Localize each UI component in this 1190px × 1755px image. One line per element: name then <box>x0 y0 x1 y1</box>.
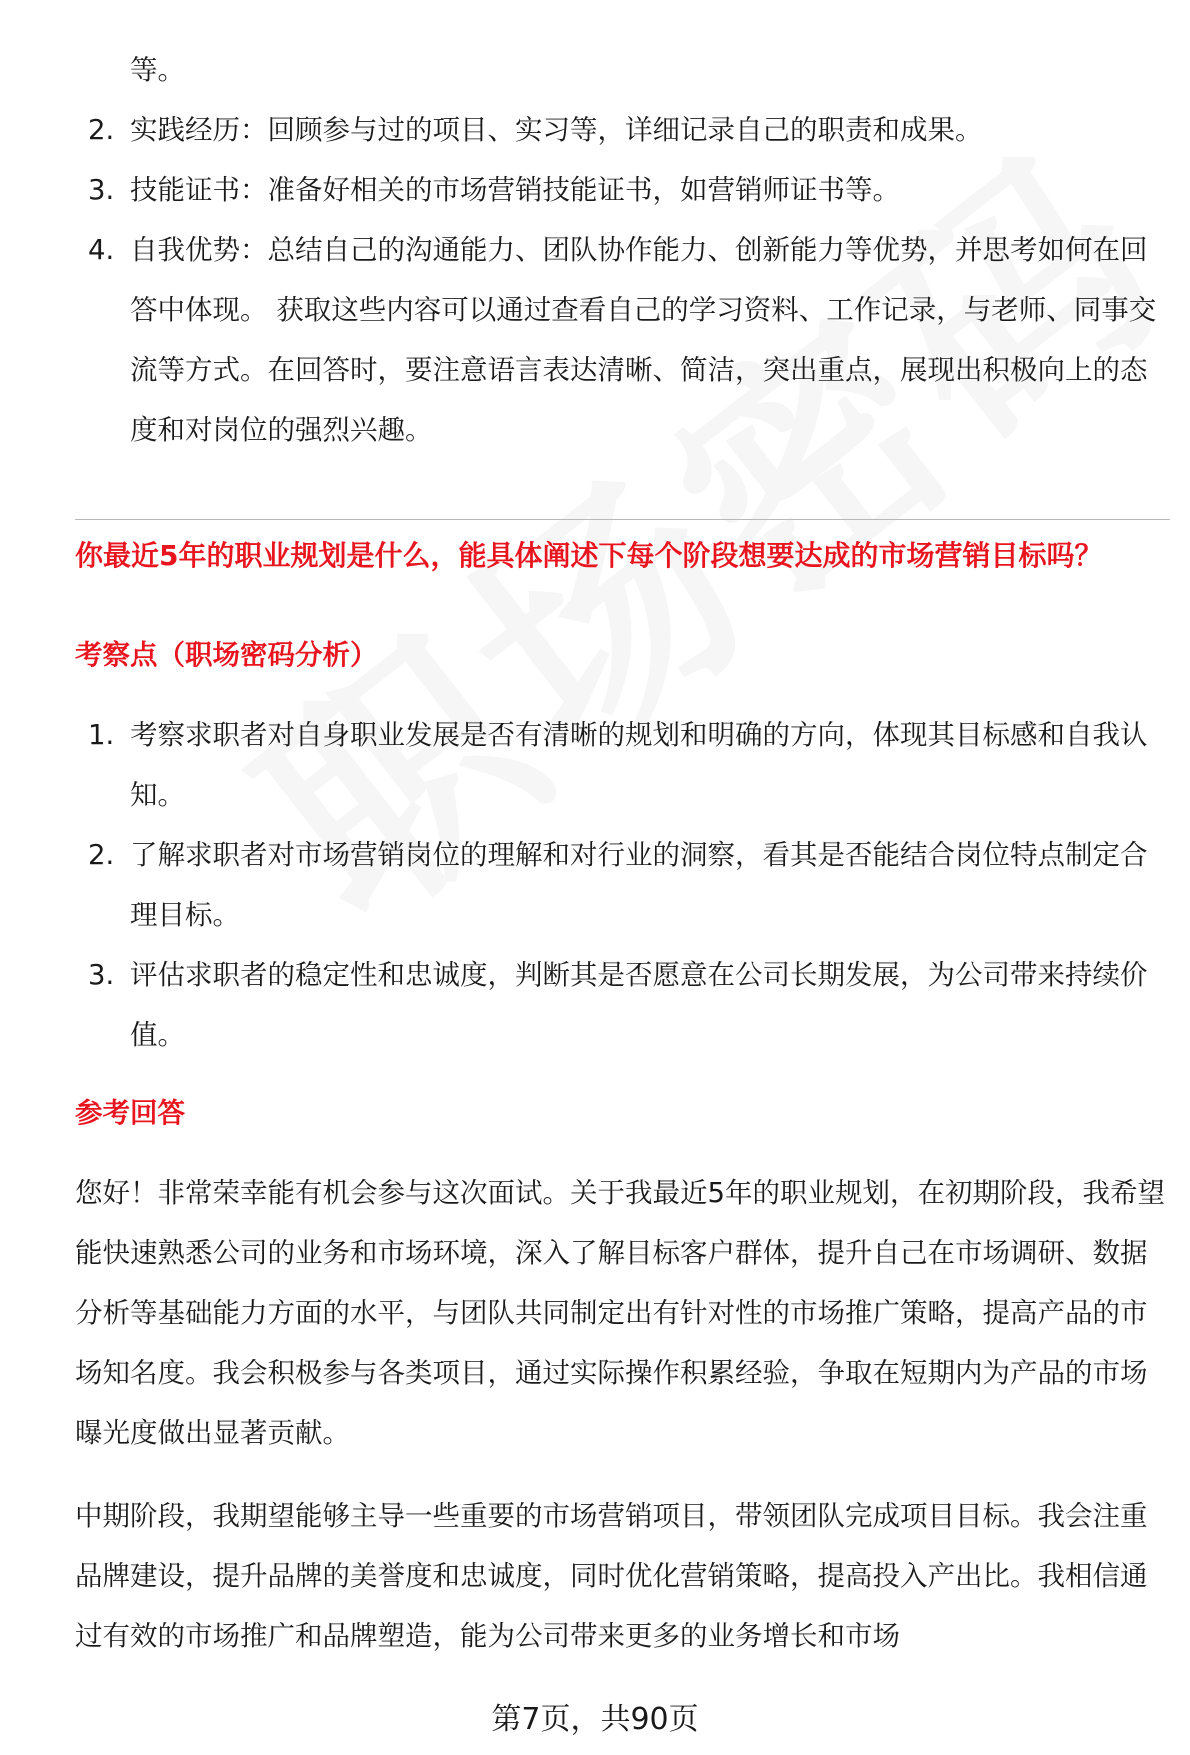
list-number: 2. <box>88 839 115 871</box>
page-number: 第7页，共90页 <box>491 1702 699 1737</box>
analysis-list <box>0 705 1190 1065</box>
list-number: 3. <box>88 174 115 206</box>
list-number: 2. <box>88 114 115 146</box>
list-item <box>0 705 1160 825</box>
answer-paragraph: 您好！非常荣幸能有机会参与这次面试。关于我最近5年的职业规划，在初期阶段，我希望能快速熟悉公司的业务和市场环境，深入了解目标客户群体，提升自己在市场调研、数据分析等基础能力方面的水平，与团队共同制定出有针对性的市场推广策略，提高产品的市场知名度。我会积极参与各类项目，通过实际操作积累经验，争取在短期内为产品的市场曝光度做出显著贡献。 <box>75 1177 1165 1449</box>
preparation-list <box>0 100 1190 460</box>
list-item <box>0 220 1160 460</box>
list-item <box>0 160 1160 220</box>
section-divider <box>75 519 1170 520</box>
answer-heading: 参考回答 <box>75 1097 185 1129</box>
analysis-heading: 考察点（职场密码分析） <box>75 639 378 671</box>
question-title: 你最近5年的职业规划是什么，能具体阐述下每个阶段想要达成的市场营销目标吗？ <box>75 539 1103 572</box>
list-continuation: 等。 <box>130 54 185 86</box>
list-text: 考察求职者对自身职业发展是否有清晰的规划和明确的方向，体现其目标感和自我认知。 <box>130 719 1148 811</box>
answer-paragraph: 中期阶段，我期望能够主导一些重要的市场营销项目，带领团队完成项目目标。我会注重品牌建设，提升品牌的美誉度和忠诚度，同时优化营销策略，提高投入产出比。我相信通过有效的市场推广和品牌塑造，能为公司带来更多的业务增长和市场 <box>75 1500 1148 1652</box>
list-number: 1. <box>88 719 115 751</box>
list-item <box>0 825 1160 945</box>
list-item <box>0 945 1160 1065</box>
list-text: 评估求职者的稳定性和忠诚度，判断其是否愿意在公司长期发展，为公司带来持续价值。 <box>130 959 1148 1051</box>
list-item <box>0 100 1160 160</box>
list-number: 3. <box>88 959 115 991</box>
list-text: 实践经历：回顾参与过的项目、实习等，详细记录自己的职责和成果。 <box>130 114 983 146</box>
list-text: 了解求职者对市场营销岗位的理解和对行业的洞察，看其是否能结合岗位特点制定合理目标。 <box>130 839 1148 931</box>
list-number: 4. <box>88 234 115 266</box>
list-text: 自我优势：总结自己的沟通能力、团队协作能力、创新能力等优势，并思考如何在回答中体现。 获取这些内容可以通过查看自己的学习资料、工作记录，与老师、同事交流等方式。在回答时，要注意语言表达清晰、简洁，突出重点，展现出积极向上的态度和对岗位的强烈兴趣。 <box>130 234 1157 446</box>
list-text: 技能证书：准备好相关的市场营销技能证书，如营销师证书等。 <box>130 174 900 206</box>
